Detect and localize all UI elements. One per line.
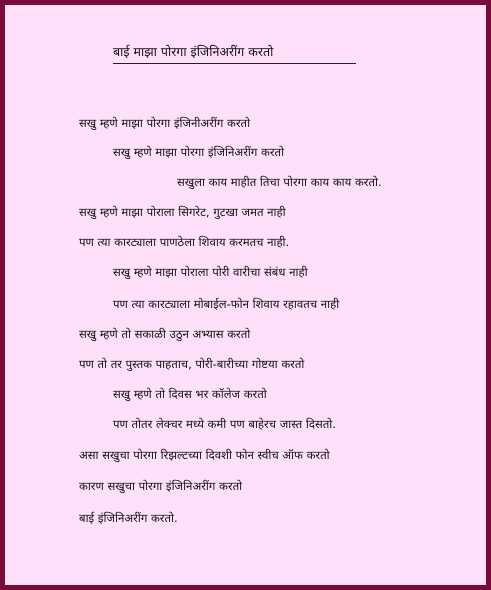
poem-line: सखुला काय माहीत तिचा पोरगा काय काय करतो.: [177, 175, 382, 189]
poem-line: सखु म्हणे माझा पोराला पोरी वारीचा संबंध नाही: [113, 265, 308, 279]
poem-line: सखु म्हणे माझा पोरगा इंजिनीअरींग करतो: [79, 116, 251, 130]
poem-line: असा सखुचा पोरगा रिझल्टच्या दिवशी फोन स्वीच ऑफ करतो: [79, 448, 330, 462]
poem-line: सखु म्हणे माझा पोराला सिगरेट, गुटखा जमत नाही: [79, 205, 286, 219]
poem-line: सखु म्हणे तो सकाळी उठुन अभ्यास करतो: [79, 327, 251, 341]
poem-line: सखु म्हणे माझा पोरगा इंजिनिअरींग करतो: [113, 145, 285, 159]
poem-line: बाई इंजिनिअरींग करतो.: [79, 511, 178, 525]
poem-line: पण त्या कारट्याला मोबाईल-फोन शिवाय रहावतच नाही: [113, 297, 340, 311]
poem-line: सखु म्हणे तो दिवस भर कॉलेज करतो: [113, 387, 267, 401]
poem-title: बाई माझा पोरगा इंजिनिअरींग करतो: [113, 43, 356, 64]
poem-line: पण तोतर लेक्चर मध्ये कमी पण बाहेरच जास्त दिसतो.: [113, 417, 336, 431]
poem-line: कारण सखुचा पोरगा इंजिनिअरींग करतो: [79, 479, 243, 493]
poem-line: पण तो तर पुस्तक पाहताच, पोरी-बारीच्या गोष्टया करतो: [79, 357, 305, 371]
poem-line: पण त्या कारट्याला पाणठेला शिवाय करमतच नाही.: [79, 235, 290, 249]
